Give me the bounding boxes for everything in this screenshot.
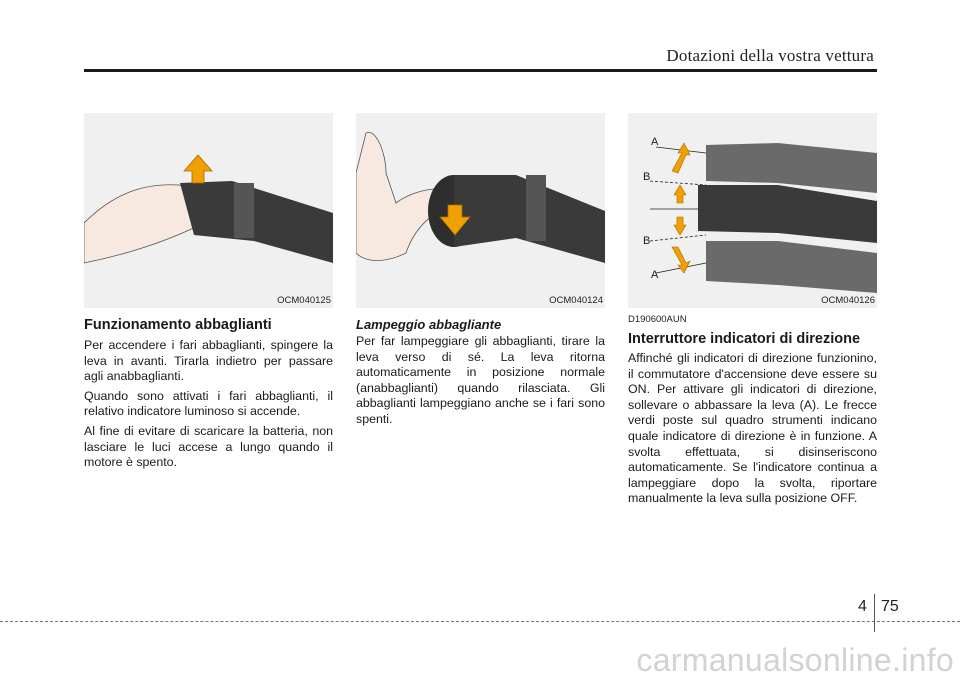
paragraph: Per accendere i fari abbaglianti, spingere la leva in avanti. Tirarla indietro per passare agli anabbaglianti. [84,338,333,384]
running-header: Dotazioni della vostra vettura [666,46,874,65]
label-b-top: B [643,171,651,183]
figure-code: OCM040125 [277,295,331,306]
footer-rule [0,621,960,622]
label-a-top: A [651,136,659,148]
arrow-up-icon [184,155,212,183]
label-b-bottom: B [643,235,651,247]
watermark: carmanualsonline.info [636,642,954,678]
figure-high-beam [84,113,333,308]
lever-lower [706,241,877,293]
figure-turn-signal [628,113,877,308]
figure-code: OCM040124 [549,295,603,306]
label-a-bottom: A [651,269,659,281]
paragraph: Affinché gli indicatori di direzione funzionino, il commutatore d'accensione deve essere su ON. Per attivare gli indicatori di direzione, sollevare o abbassare la leva (A). Le frecce verdi poste sul quadro strumenti indicano quale indicatore di direzione è in funzione. A svolta effettuata, si disinseriscono automaticamente. Se l'indicatore continua a lampeggiare dopo la svolta, riportare manualmente la leva sulla posizione OFF. [628,351,877,506]
lever-ring [526,175,546,241]
section-body [628,351,877,511]
section-number: 4 [858,598,867,615]
paragraph: Quando sono attivati i fari abbaglianti, il relativo indicatore luminoso si accende. [84,388,333,419]
header-rule [84,69,877,72]
figure-flash-beam [356,113,605,308]
callout-b-bottom [650,235,706,241]
page-number: 75 [881,598,899,615]
doc-code: D190600AUN [628,314,687,325]
section-heading: Interruttore indicatori di direzione [628,331,861,347]
lever-push-illustration [84,113,333,308]
lever-shape [180,181,333,263]
turn-signal-illustration [628,113,877,308]
section-heading: Funzionamento abbaglianti [84,317,272,333]
paragraph: Al fine di evitare di scaricare la batteria, non lasciare le luci accese a lungo quando il motore è spento. [84,423,333,470]
section-heading: Lampeggio abbagliante [356,317,502,332]
figure-code: OCM040126 [821,295,875,306]
page-separator [874,594,875,632]
arrow-down-icon [674,217,686,235]
section-body [356,334,605,432]
section-body [84,338,333,475]
callout-b-top [650,181,706,185]
arrow-up-curved-icon [672,143,690,173]
arrow-up-icon [674,185,686,203]
lever-ring [234,183,254,238]
lever-middle [698,185,877,243]
lever-pull-illustration [356,113,605,308]
paragraph: Per far lampeggiare gli abbaglianti, tirare la leva verso di sé. La leva ritorna automaticamente in posizione normale (anabbaglianti) quando rilasciata. Gli abbaglianti lampeggiano anche se i fari sono spenti. [356,334,605,426]
